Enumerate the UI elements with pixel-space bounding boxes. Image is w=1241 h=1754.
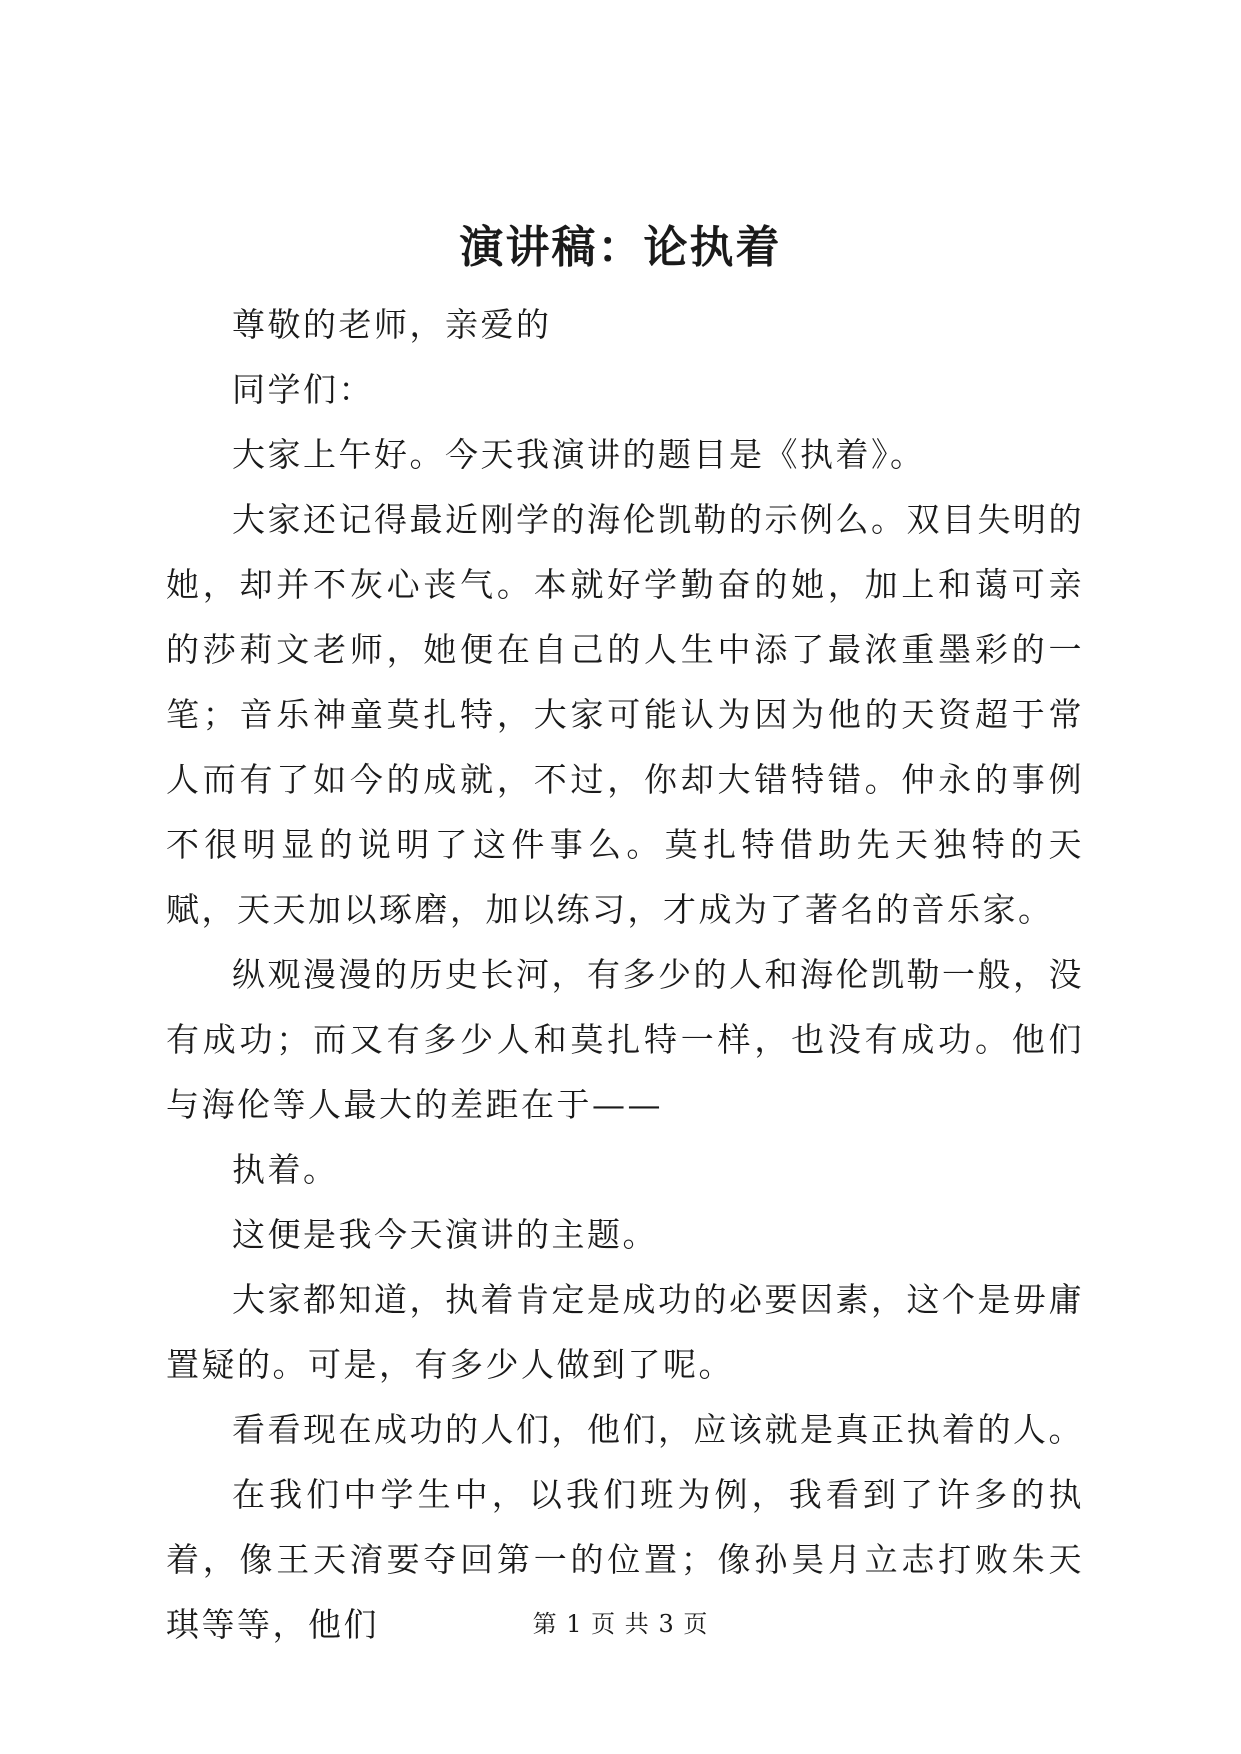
paragraph-history: 纵观漫漫的历史长河，有多少的人和海伦凯勒一般，没有成功；而又有多少人和莫扎特一样，也没有成功。他们与海伦等人最大的差距在于——: [166, 955, 1084, 1124]
paragraph-keyword: 执着。: [232, 1150, 339, 1189]
paragraph-salutation-cont: 同学们：: [232, 370, 374, 409]
paragraph-theme: 这便是我今天演讲的主题。: [232, 1215, 658, 1254]
paragraph-classmates: 在我们中学生中，以我们班为例，我看到了许多的执着，像王天淯要夺回第一的位置；像孙昊月立志打败朱天琪等等，他们: [166, 1475, 1084, 1644]
document-body: [166, 292, 1084, 1657]
document-title: 演讲稿：论执着: [459, 222, 782, 273]
paragraph-examples: 大家还记得最近刚学的海伦凯勒的示例么。双目失明的她，却并不灰心丧气。本就好学勤奋的她，加上和蔼可亲的莎莉文老师，她便在自己的人生中添了最浓重墨彩的一笔；音乐神童莫扎特，大家可能认为因为他的天资超于常人而有了如今的成就，不过，你却大错特错。仲永的事例不很明显的说明了这件事么。莫扎特借助先天独特的天赋，天天加以琢磨，加以练习，才成为了著名的音乐家。: [166, 500, 1084, 929]
paragraph-successful-people: 看看现在成功的人们，他们，应该就是真正执着的人。: [232, 1410, 1084, 1449]
paragraph-necessity: 大家都知道，执着肯定是成功的必要因素，这个是毋庸置疑的。可是，有多少人做到了呢。: [166, 1280, 1084, 1384]
paragraph-greeting: 大家上午好。今天我演讲的题目是《执着》。: [232, 435, 926, 474]
page-footer: 第 1 页 共 3 页: [532, 1610, 709, 1638]
paragraph-salutation: 尊敬的老师，亲爱的: [232, 305, 552, 344]
